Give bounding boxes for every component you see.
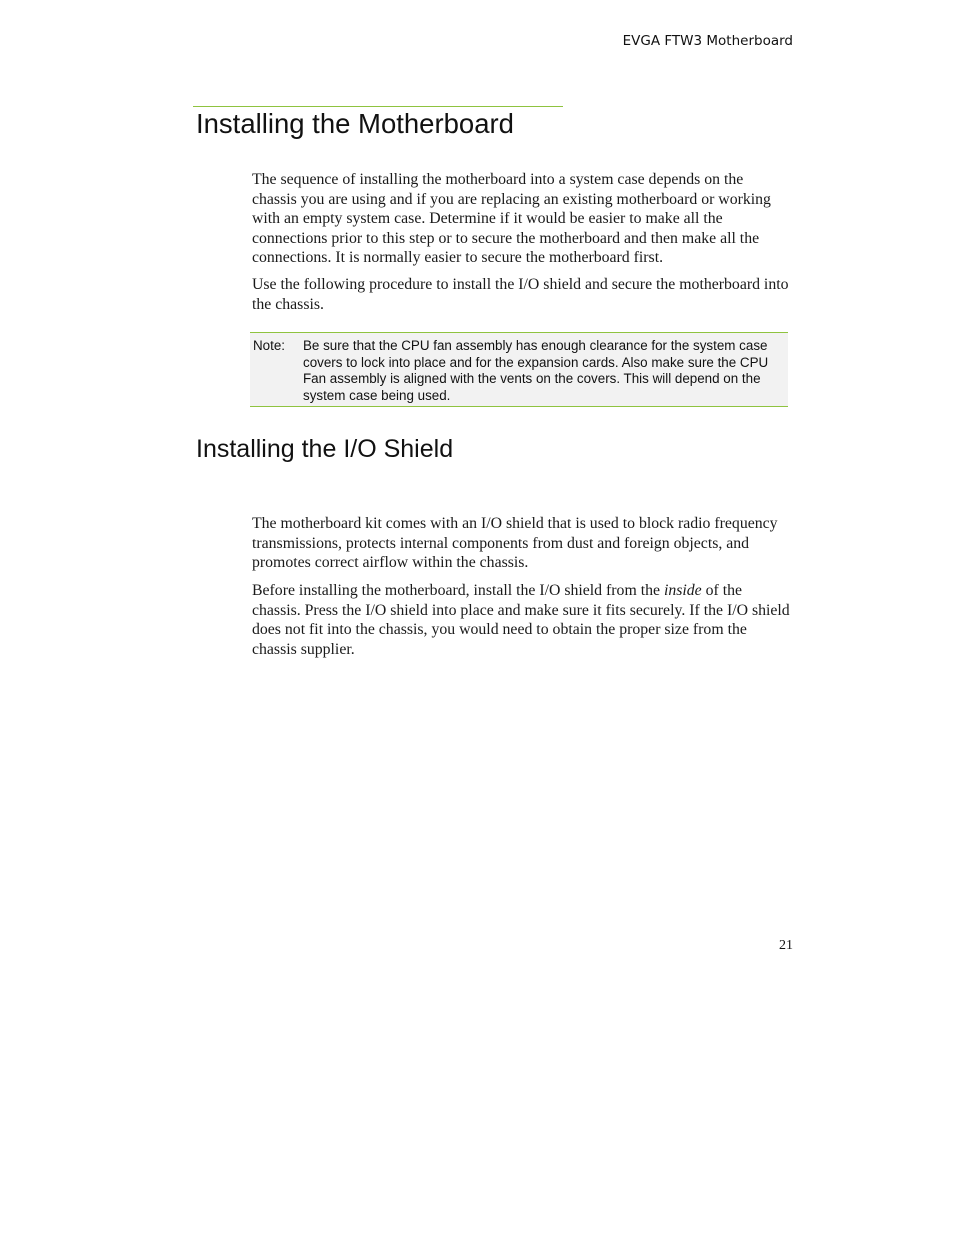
inside-emphasis: inside (663, 582, 702, 599)
running-header-title: EVGA FTW3 Motherboard (622, 33, 793, 49)
heading-rule (193, 106, 563, 107)
note-label: Note: (253, 338, 286, 353)
page-number: 21 (779, 938, 793, 953)
subsection-heading: Installing the I/O Shield (196, 435, 454, 463)
install-text-after: of the chassis. Press the I/O shield into place and make sure it fits securely. If the I/O shield does not fit into the chassis, you would need to obtain the proper size from the chassis supplier. (252, 582, 790, 658)
note-callout (250, 332, 788, 407)
section-heading: Installing the Motherboard (196, 108, 514, 139)
procedure-paragraph: Use the following procedure to install the I/O shield and secure the motherboard into the chassis. (252, 276, 789, 313)
io-shield-paragraph: The motherboard kit comes with an I/O shield that is used to block radio frequency transmissions, protects internal components from dust and foreign objects, and promotes correct airflow within the chassis. (252, 515, 778, 571)
io-shield-install-paragraph (252, 581, 792, 659)
note-text: Be sure that the CPU fan assembly has enough clearance for the system case covers to lock into place and for the expansion cards. Also make sure the CPU Fan assembly is aligned with the vents on the covers. This will depend on the system case being used. (303, 338, 769, 403)
intro-paragraph: The sequence of installing the motherboard into a system case depends on the chassis you are using and if you are replacing an existing motherboard or working with an empty system case. Determine if it would be easier to make all the connections prior to this step or to secure the motherboard and then make all the connections. It is normally easier to secure the motherboard first. (252, 171, 771, 266)
install-text-before: Before installing the motherboard, install the I/O shield from the (252, 582, 664, 599)
